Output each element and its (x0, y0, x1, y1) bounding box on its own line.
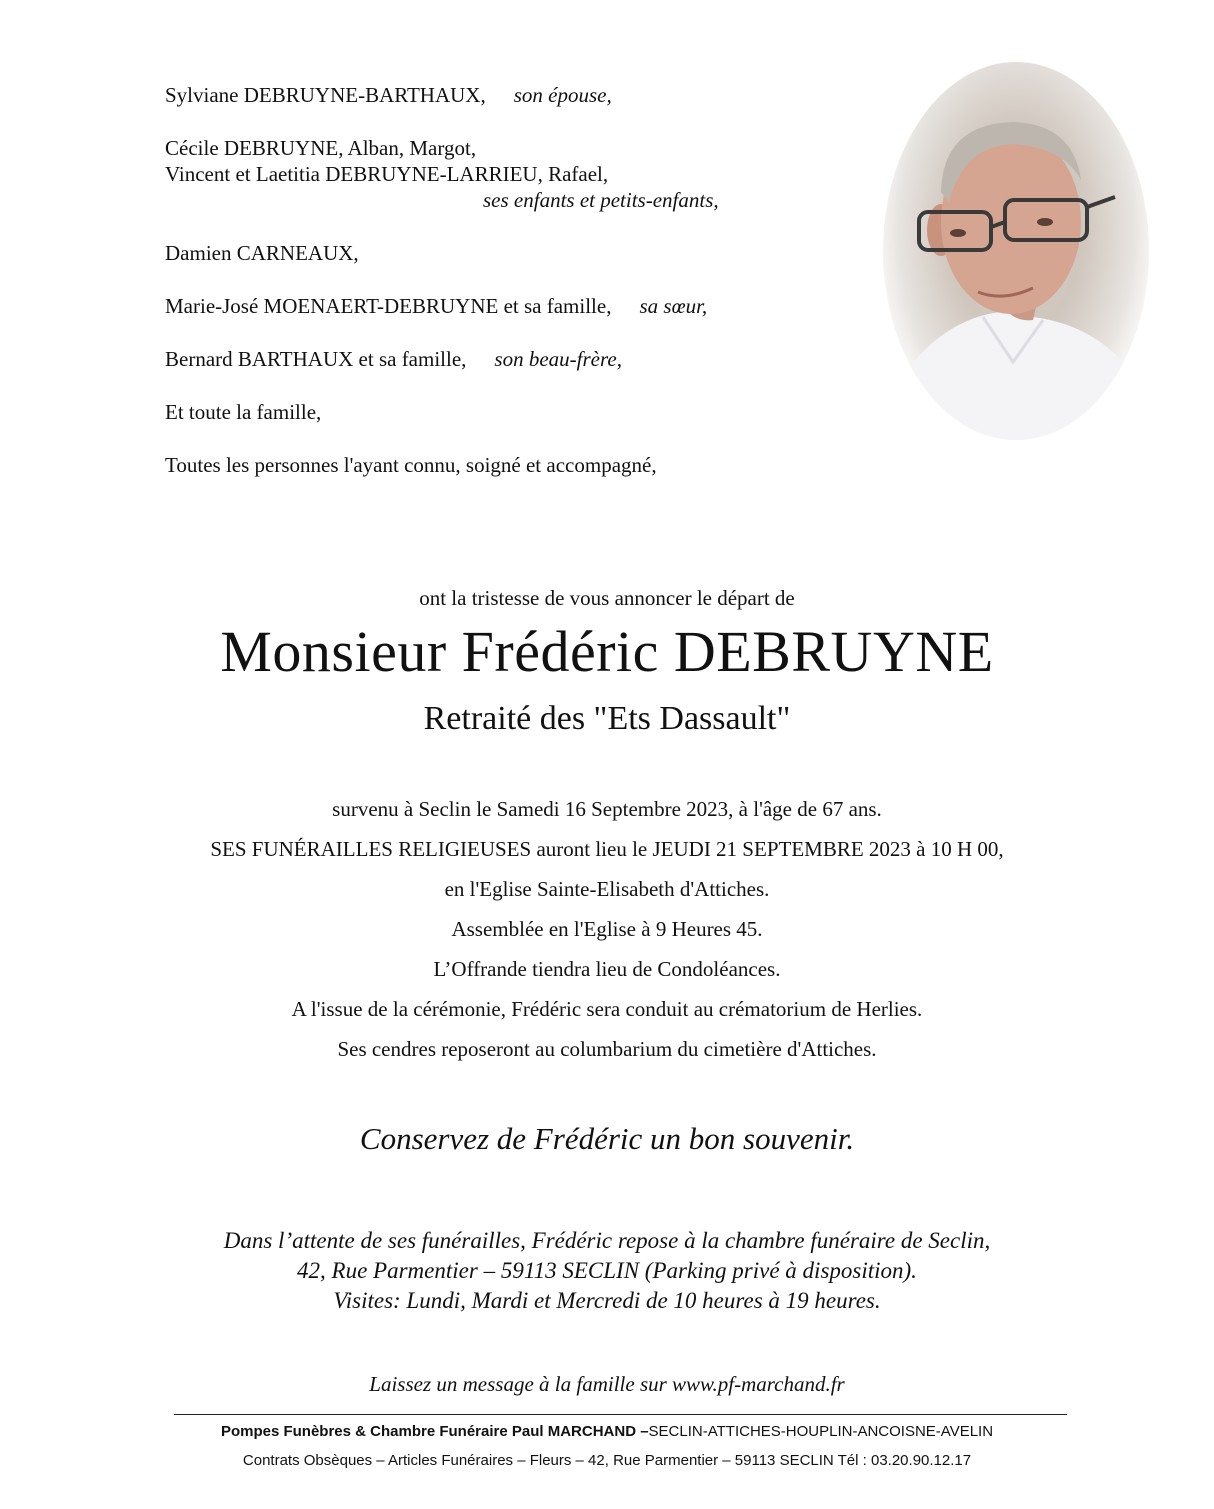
detail-line: SES FUNÉRAILLES RELIGIEUSES auront lieu le JEUDI 21 SEPTEMBRE 2023 à 10 H 00, (210, 837, 1004, 861)
viewing-line: Dans l’attente de ses funérailles, Frédéric repose à la chambre funéraire de Seclin, (223, 1228, 991, 1253)
family-relation: son épouse, (513, 83, 612, 107)
footer-services: Contrats Obsèques – Articles Funéraires – Fleurs – 42, Rue Parmentier – 59113 SECLIN Tél : 03.20.90.12.17 (242, 1452, 972, 1469)
deceased-name: Monsieur Frédéric DEBRUYNE (220, 619, 994, 684)
family-list (165, 82, 865, 478)
footer-divider (174, 1414, 1067, 1415)
funeral-details (0, 789, 1214, 1069)
family-all: Et toute la famille, (165, 400, 322, 424)
family-brother-in-law (165, 346, 865, 372)
portrait-illustration (883, 62, 1149, 440)
company-towns: SECLIN-ATTICHES-HOUPLIN-ANCOISNE-AVELIN (648, 1423, 994, 1440)
family-spouse (165, 82, 865, 108)
viewing-line: 42, Rue Parmentier – 59113 SECLIN (Parking privé à disposition). (297, 1258, 917, 1283)
company-name: Pompes Funèbres & Chambre Funéraire Paul MARCHAND – (220, 1423, 649, 1440)
family-member-name: Bernard BARTHAUX et sa famille, (165, 347, 467, 371)
family-member-name: Sylviane DEBRUYNE-BARTHAUX, (165, 83, 486, 107)
online-message: Laissez un message à la famille sur www.pf-marchand.fr (369, 1372, 845, 1396)
family-others: Toutes les personnes l'ayant connu, soigné et accompagné, (165, 453, 657, 477)
detail-line: A l'issue de la cérémonie, Frédéric sera conduit au crématorium de Herlies. (291, 997, 923, 1021)
viewing-line: Visites: Lundi, Mardi et Mercredi de 10 heures à 19 heures. (333, 1288, 881, 1313)
family-children-line-1: Cécile DEBRUYNE, Alban, Margot, (165, 136, 477, 160)
portrait-photo (883, 62, 1149, 440)
family-relation: ses enfants et petits-enfants, (483, 188, 719, 212)
family-member-name: Marie-José MOENAERT-DEBRUYNE et sa famille, (165, 294, 612, 318)
detail-line: Ses cendres reposeront au columbarium du cimetière d'Attiches. (337, 1037, 877, 1061)
viewing-info (0, 1226, 1214, 1316)
detail-line: survenu à Seclin le Samedi 16 Septembre 2023, à l'âge de 67 ans. (332, 797, 882, 821)
family-relation: sa sœur, (639, 294, 708, 318)
detail-line: en l'Eglise Sainte-Elisabeth d'Attiches. (444, 877, 770, 901)
footer-company (0, 1422, 1214, 1442)
detail-line: L’Offrande tiendra lieu de Condoléances. (433, 957, 781, 981)
family-member: Damien CARNEAUX, (165, 241, 359, 265)
family-sister (165, 293, 865, 319)
announcement-intro: ont la tristesse de vous annoncer le départ de (419, 586, 795, 610)
souvenir-message: Conservez de Frédéric un bon souvenir. (359, 1121, 855, 1156)
family-children-line-2: Vincent et Laetitia DEBRUYNE-LARRIEU, Rafael, (165, 162, 609, 186)
deceased-occupation: Retraité des "Ets Dassault" (423, 700, 791, 737)
family-relation: son beau-frère, (494, 347, 622, 371)
detail-line: Assemblée en l'Eglise à 9 Heures 45. (451, 917, 763, 941)
